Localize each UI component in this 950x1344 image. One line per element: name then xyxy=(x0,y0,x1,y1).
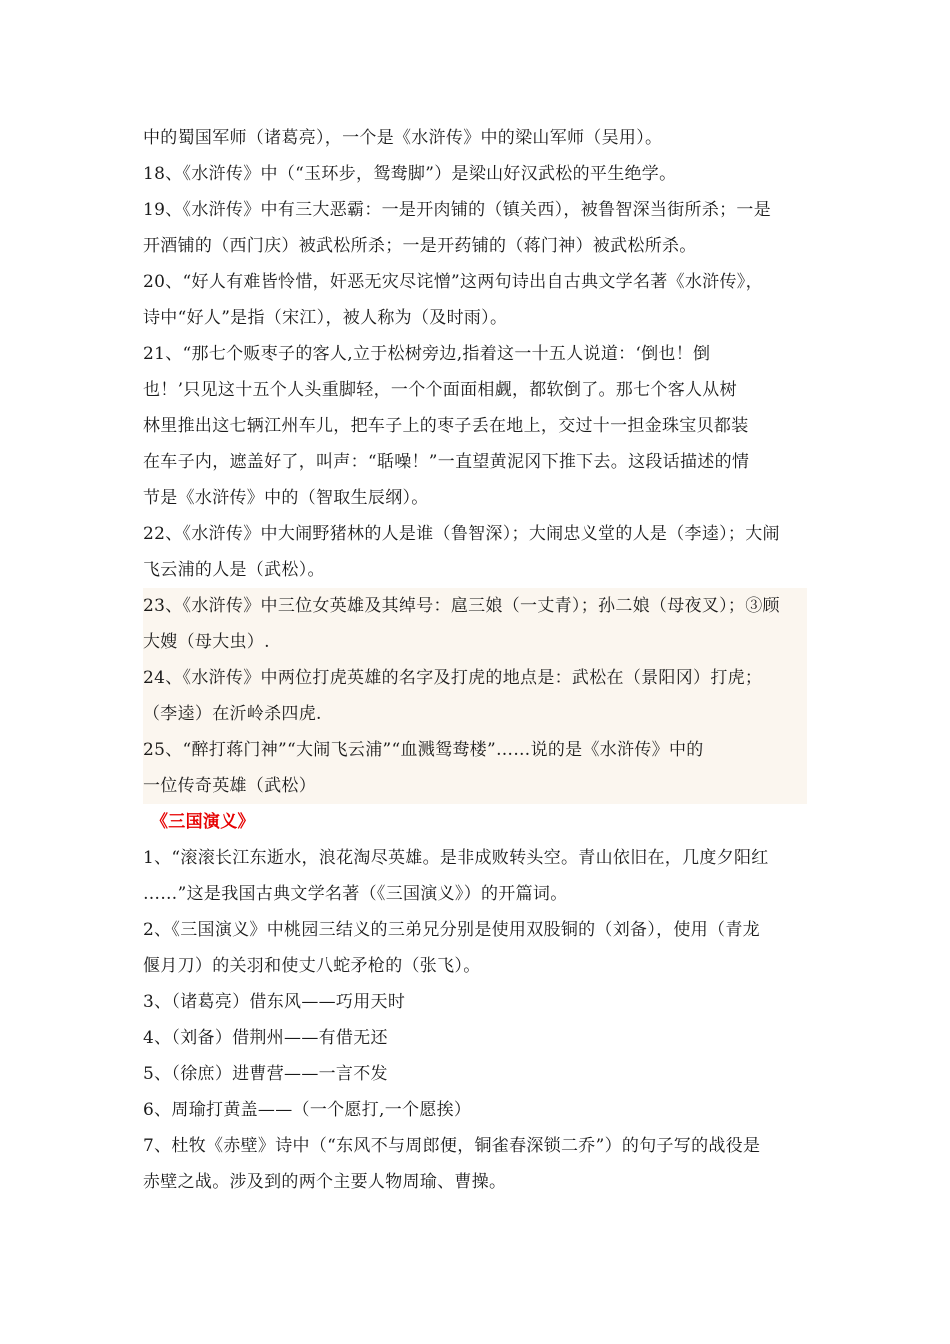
text-line: 赤壁之战。涉及到的两个主要人物周瑜、曹操。 xyxy=(143,1172,507,1192)
section-heading: 《三国演义》 xyxy=(151,812,255,832)
text-line: 5、（徐庶）进曹营——一言不发 xyxy=(143,1064,388,1084)
text-line: 6、周瑜打黄盖——（一个愿打,一个愿挨） xyxy=(143,1100,472,1120)
text-line: 24、《水浒传》中两位打虎英雄的名字及打虎的地点是：武松在（景阳冈）打虎； xyxy=(143,660,807,696)
text-line: 在车子内，遮盖好了，叫声：“聒噪！”一直望黄泥冈下推下去。这段话描述的情 xyxy=(143,452,750,472)
text-line: 大嫂（母大虫）. xyxy=(143,624,807,660)
text-line: 偃月刀）的关羽和使丈八蛇矛枪的（张飞）。 xyxy=(143,956,481,976)
text-line: 22、《水浒传》中大闹野猪林的人是谁（鲁智深）；大闹忠义堂的人是（李逵）；大闹 xyxy=(143,524,780,544)
text-line: 25、“醉打蒋门神”“大闹飞云浦”“血溅鸳鸯楼”……说的是《水浒传》中的 xyxy=(143,732,807,768)
text-line: 飞云浦的人是（武松）。 xyxy=(143,560,325,580)
text-line: 林里推出这七辆江州车儿，把车子上的枣子丢在地上，交过十一担金珠宝贝都装 xyxy=(143,416,749,436)
shaded-block xyxy=(143,588,807,804)
text-line: 19、《水浒传》中有三大恶霸：一是开肉铺的（镇关西），被鲁智深当街所杀；一是 xyxy=(143,200,772,220)
text-line: 2、《三国演义》中桃园三结义的三弟兄分别是使用双股铜的（刘备），使用（青龙 xyxy=(143,920,760,940)
text-line: 3、（诸葛亮）借东风——巧用天时 xyxy=(143,992,406,1012)
text-line: 开酒铺的（西门庆）被武松所杀；一是开药铺的（蒋门神）被武松所杀。 xyxy=(143,236,697,256)
document-body xyxy=(143,120,807,1200)
text-line: 诗中“好人”是指（宋江），被人称为（及时雨）。 xyxy=(143,308,508,328)
text-line: 1、“滚滚长江东逝水，浪花淘尽英雄。是非成败转头空。青山依旧在，几度夕阳红 xyxy=(143,848,769,868)
text-line: 一位传奇英雄（武松） xyxy=(143,768,807,804)
text-line: （李逵）在沂岭杀四虎. xyxy=(143,696,807,732)
text-line: ……”这是我国古典文学名著（《三国演义》）的开篇词。 xyxy=(143,884,568,904)
text-line: 节是《水浒传》中的（智取生辰纲）。 xyxy=(143,488,429,508)
text-line: 7、杜牧《赤壁》诗中（“东风不与周郎便，铜雀春深锁二乔”）的句子写的战役是 xyxy=(143,1136,761,1156)
text-line: 21、“那七个贩枣子的客人,立于松树旁边,指着这一十五人说道：‘倒也！倒 xyxy=(143,344,711,364)
text-line: 4、（刘备）借荆州——有借无还 xyxy=(143,1028,388,1048)
text-line: 20、“好人有难皆怜惜，奸恶无灾尽诧憎”这两句诗出自古典文学名著《水浒传》， xyxy=(143,272,763,292)
text-line: 中的蜀国军师（诸葛亮），一个是《水浒传》中的梁山军师（吴用）。 xyxy=(143,128,663,148)
text-line: 23、《水浒传》中三位女英雄及其绰号：扈三娘（一丈青）；孙二娘（母夜叉）；③顾 xyxy=(143,588,807,624)
text-line: 也！’只见这十五个人头重脚轻，一个个面面相觑，都软倒了。那七个客人从树 xyxy=(143,380,737,400)
text-line: 18、《水浒传》中（“玉环步，鸳鸯脚”）是梁山好汉武松的平生绝学。 xyxy=(143,164,677,184)
